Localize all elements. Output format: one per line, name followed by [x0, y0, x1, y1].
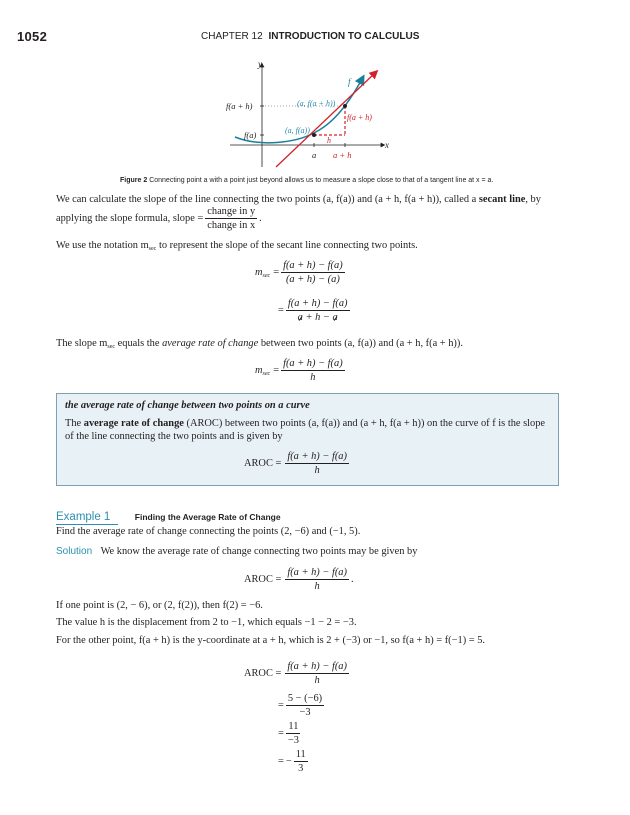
tick-a-label: a — [312, 150, 317, 160]
paragraph-slope-formula — [56, 205, 262, 232]
slope-formula-text: applying the slope formula, slope = — [56, 212, 204, 224]
definition-aroc-term: average rate of change — [83, 418, 184, 429]
definition-line-1: The average rate of change (AROC) between two points (a, f(a)) and (a + h, f(a + h)) on the curve of f is the slope — [65, 418, 546, 429]
point-lower — [312, 133, 316, 137]
horizontal-label: h — [327, 136, 331, 145]
example-solution — [56, 545, 417, 559]
example-title: Finding the Average Rate of Change — [134, 512, 281, 522]
calc-step-4: = − $\frac{11}{3}$ — [278, 749, 306, 774]
calc-step-1: AROC = $\frac{f(a + h) - f(a)}{h}$ — [244, 661, 347, 686]
figure-caption-text: Connecting point a with a point just beyond allows us to measure a slope close to that of a tangent line at x = a. — [149, 177, 494, 184]
calc-step-2: = $\frac{5 - (-6)}{-3}$ — [278, 693, 323, 718]
msec-fraction-3: $\frac{f(a + h) - f(a)}{h}$ — [283, 358, 343, 383]
definition-title: the average rate of change between two points on a curve — [65, 400, 310, 411]
curve-label: f — [348, 77, 351, 87]
chapter-title: INTRODUCTION TO CALCULUS — [268, 31, 420, 42]
aroc-lhs: AROC = — [244, 458, 282, 469]
chapter-prefix: CHAPTER 12 — [201, 31, 263, 42]
notation-text: We use the notation m — [56, 240, 149, 251]
point-upper — [343, 104, 347, 108]
label-fa-left: f(a) — [244, 130, 257, 140]
example-line-b: The value h is the displacement from 2 to −1, which equals −1 − 2 = −3. — [56, 617, 357, 628]
example-label: Example 1 — [56, 510, 118, 525]
paragraph-secant-tail: , by — [525, 194, 541, 205]
msec-lhs-3: $m_{sec}$ — [255, 364, 271, 377]
eq-sign: = — [273, 365, 280, 376]
msec-den-1: (a + h) − (a) — [285, 274, 340, 285]
calc-fraction-4: $\frac{11}{3}$ — [295, 749, 306, 774]
definition-equation — [244, 450, 351, 477]
running-header — [201, 31, 419, 42]
point-upper-label: (a, f(a + h)) — [297, 99, 336, 108]
calc-step-3: = $\frac{11}{-3}$ — [278, 721, 299, 746]
msec-lhs: $m_{sec}$ — [255, 266, 271, 279]
paragraph-aroc-intro: The slope $m_{sec}$ equals the average rate of change between two points (a, f(a)) and (a + h, f(a + h)). — [56, 338, 463, 350]
example-aroc-fraction: $\frac{f(a + h) - f(a)}{h}$ — [287, 567, 347, 592]
page-number: 1052 — [17, 29, 48, 44]
axis-x-label: x — [385, 140, 389, 150]
calc-fraction-2: $\frac{5 - (-6)}{-3}$ — [287, 693, 323, 718]
figure-caption-label: Figure 2 — [120, 177, 148, 184]
msec-den-2: a + h − a — [297, 312, 338, 323]
msec-equation-1 — [255, 259, 347, 286]
figure-caption — [120, 177, 493, 184]
slope-numerator: change in y — [207, 206, 256, 217]
tick-ah-label: a + h — [333, 150, 352, 160]
solution-text: We know the average rate of change connecting two points may be given by — [100, 546, 418, 557]
notation-tail: to represent the slope of the secant line connecting two points. — [158, 240, 418, 251]
secant-line-term: secant line — [478, 194, 526, 205]
example-heading — [56, 507, 560, 521]
msec-num-2: f(a + h) − f(a) — [287, 298, 348, 309]
example-aroc-equation: AROC = $\frac{f(a + h) - f(a)}{h}$ . — [244, 567, 354, 592]
calc-fraction-3: $\frac{11}{-3}$ — [287, 721, 299, 746]
msec-num-1: f(a + h) − f(a) — [283, 260, 343, 271]
aroc-term: average rate of change — [162, 338, 259, 349]
definition-line-2: of the line connecting the two points and is given by — [65, 431, 283, 442]
definition-fraction: $\frac{f(a + h) - f(a)}{h}$ — [287, 451, 347, 476]
eq-sign: = — [273, 267, 280, 278]
paragraph-secant-text: We can calculate the slope of the line connecting the two points (a, f(a)) and (a + h, f(a + h)), called a — [56, 194, 477, 205]
axis-y-label: y — [258, 59, 262, 69]
notation-sub: sec — [148, 246, 157, 252]
example-line-a: If one point is (2, − 6), or (2, f(2)), then f(2) = −6. — [56, 600, 263, 611]
vertical-label: f(a + h) — [347, 113, 372, 122]
msec-fraction-1 — [281, 259, 345, 286]
eq-sign: = — [278, 305, 284, 316]
msec-fraction-2 — [286, 297, 350, 324]
example-problem: Find the average rate of change connecting the points (2, −6) and (−1, 5). — [56, 526, 361, 537]
slope-period: . — [259, 212, 262, 224]
paragraph-notation — [56, 239, 418, 256]
point-lower-label: (a, f(a)) — [285, 126, 310, 135]
slope-fraction — [205, 205, 257, 232]
calc-fraction-1: $\frac{f(a + h) - f(a)}{h}$ — [287, 661, 347, 686]
label-fah-left: f(a + h) — [226, 101, 253, 111]
solution-label: Solution — [56, 546, 93, 557]
msec-equation-3 — [255, 357, 347, 384]
example-line-c: For the other point, f(a + h) is the y-coordinate at a + h, which is 2 + (−3) or −1, so f(a + h) = f(−1) = 5. — [56, 635, 486, 646]
msec-equation-2 — [278, 297, 352, 324]
slope-denominator: change in x — [207, 220, 256, 231]
